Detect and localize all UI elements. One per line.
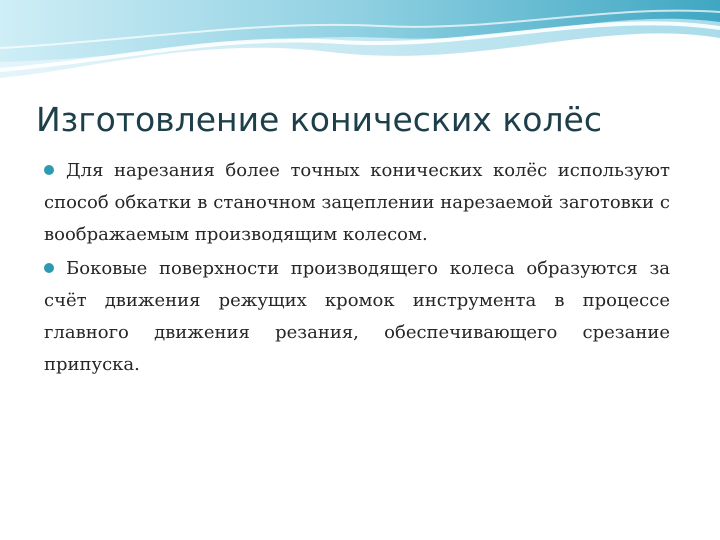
wave-header-decoration xyxy=(0,0,720,90)
bullet-text: Для нарезания более точных конических колёс используют способ обкатки в станочном зацеплении нарезаемой заготовки с воображаемым производящим колесом. xyxy=(44,160,670,245)
bullet-dot-icon xyxy=(44,263,54,273)
bullet-dot-icon xyxy=(44,165,54,175)
bullet-text: Боковые поверхности производящего колеса образуются за счёт движения режущих кромок инструмента в процессе главного движения резания, обеспечивающего срезание припуска. xyxy=(44,258,670,375)
bullet-item xyxy=(44,155,670,251)
slide-title: Изготовление конических колёс xyxy=(36,100,602,139)
bullet-list xyxy=(44,155,670,383)
bullet-item xyxy=(44,253,670,381)
